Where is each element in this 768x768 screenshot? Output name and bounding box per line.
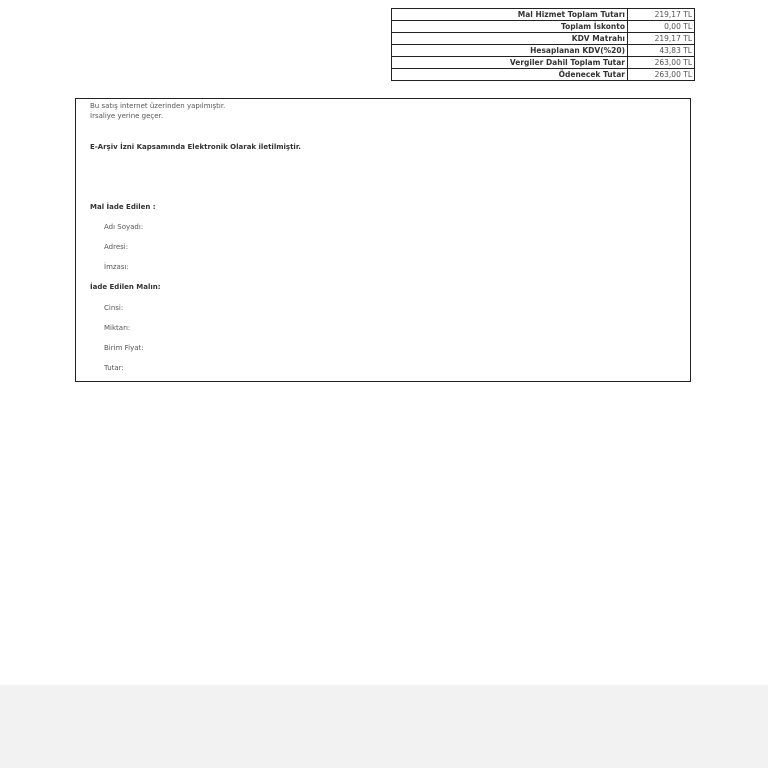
total-value: 219,17 TL: [628, 9, 695, 21]
total-incl-tax-label: Vergiler Dahil Toplam Tutar: [392, 57, 628, 69]
table-row: [392, 57, 695, 69]
total-label: Mal Hizmet Toplam Tutarı: [392, 9, 628, 21]
returned-by-title: Mal İade Edilen :: [90, 203, 156, 211]
totals-table: [391, 8, 695, 81]
vat-base-value: 219,17 TL: [628, 33, 695, 45]
discount-label: Toplam İskonto: [392, 21, 628, 33]
name-label: Adı Soyadı:: [104, 223, 144, 231]
viewer-background: [0, 685, 768, 768]
payable-value: 263,00 TL: [628, 69, 695, 81]
amount-label: Tutar:: [104, 364, 124, 372]
vat-base-label: KDV Matrahı: [392, 33, 628, 45]
unit-price-label: Birim Fiyat:: [104, 344, 144, 352]
vat-value: 43,83 TL: [628, 45, 695, 57]
table-row: [392, 21, 695, 33]
table-row: [392, 69, 695, 81]
address-label: Adresi:: [104, 243, 129, 251]
note-waybill: İrsaliye yerine geçer.: [90, 112, 164, 120]
table-row: [392, 45, 695, 57]
note-internet-sale: Bu satış internet üzerinden yapılmıştır.: [90, 102, 226, 110]
payable-label: Ödenecek Tutar: [392, 69, 628, 81]
discount-value: 0,00 TL: [628, 21, 695, 33]
returned-goods-title: İade Edilen Malın:: [90, 283, 161, 291]
table-row: [392, 33, 695, 45]
notes-box: [75, 98, 691, 382]
quantity-label: Miktarı:: [104, 324, 131, 332]
vat-label: Hesaplanan KDV(%20): [392, 45, 628, 57]
note-earsiv: E-Arşiv İzni Kapsamında Elektronik Olarak iletilmiştir.: [90, 143, 301, 151]
table-row: [392, 9, 695, 21]
type-label: Cinsi:: [104, 304, 124, 312]
signature-label: İmzası:: [104, 263, 129, 271]
total-incl-tax-value: 263,00 TL: [628, 57, 695, 69]
